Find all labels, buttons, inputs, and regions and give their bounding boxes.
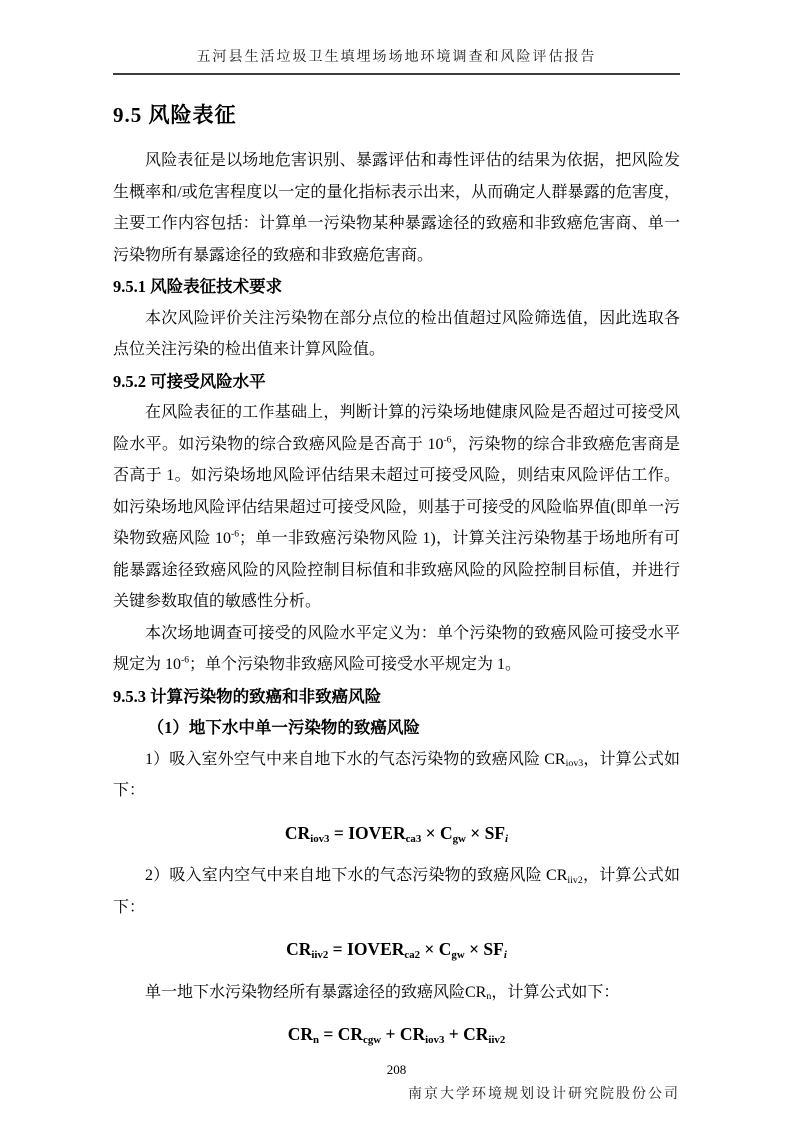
report-title: 五河县生活垃圾卫生填埋场场地环境调查和风险评估报告 bbox=[196, 50, 597, 65]
paragraph: 本次风险评价关注污染物在部分点位的检出值超过风险筛选值，因此选取各点位关注污染的检出值来计算风险值。 bbox=[113, 309, 680, 358]
paragraph: 在风险表征的工作基础上，判断计算的污染场地健康风险是否超过可接受风险水平。如污染物的综合致癌风险是否高于 $10^{-6}$，污染物的综合非致癌危害商是否高于 1。如污染场地风险评估结果未超过可接受风险，则结束风险评估工作。如污染场地风险评估结果超过可接受风险，则基于可接受的风险临界值(即单一污染物致癌风险 $10^{-6}$；单一非致癌污染物风险 1)，计算关注污染物基于场地所有可能暴露途径致癌风险的风险控制目标值和非致癌风险的风险控制目标值，并进行关键参数取值的敏感性分析。 bbox=[113, 404, 680, 610]
subsection-heading: 9.5.1 风险表征技术要求 bbox=[113, 277, 283, 296]
section-title: 9.5 风险表征 bbox=[113, 103, 237, 127]
subsection-heading: 9.5.2 可接受风险水平 bbox=[113, 371, 266, 391]
formula: CRiiv2 = IOVERca2 × Cgw × SFi bbox=[286, 939, 507, 962]
sub-subsection-heading: （1）地下水中单一污染物的致癌风险 bbox=[147, 718, 420, 737]
paragraph: 单一地下水污染物经所有暴露途径的致癌风险CRn，计算公式如下： bbox=[145, 983, 620, 1003]
footer-organization: 南京大学环境规划设计研究院股份公司 bbox=[408, 1086, 680, 1102]
page-header bbox=[113, 46, 680, 75]
subsection-heading: 9.5.3 计算污染物的致癌和非致癌风险 bbox=[113, 686, 382, 706]
page-number: 208 bbox=[386, 1061, 407, 1077]
formula: CRn = CRcgw + CRiov3 + CRiiv2 bbox=[287, 1024, 506, 1047]
page-footer bbox=[113, 1062, 680, 1103]
paragraph: 1）吸入室外空气中来自地下水的气态污染物的致癌风险 CRiov3，计算公式如下： bbox=[113, 750, 680, 799]
document-body bbox=[113, 77, 680, 1062]
formula: CRiov3 = IOVERca3 × Cgw × SFi bbox=[284, 822, 509, 845]
paragraph: 2）吸入室内空气中来自地下水的气态污染物的致癌风险 CRiiv2，计算公式如下： bbox=[113, 867, 680, 916]
paragraph: 本次场地调查可接受的风险水平定义为：单个污染物的致癌风险可接受水平规定为 $10^{-6}$；单个污染物非致癌风险可接受水平规定为 1。 bbox=[113, 624, 680, 673]
paragraph: 风险表征是以场地危害识别、暴露评估和毒性评估的结果为依据，把风险发生概率和/或危害程度以一定的量化指标表示出来，从而确定人群暴露的危害度，主要工作内容包括：计算单一污染物某种暴露途径的致癌和非致癌危害商、单一污染物所有暴露途径的致癌和非致癌危害商。 bbox=[113, 152, 680, 264]
